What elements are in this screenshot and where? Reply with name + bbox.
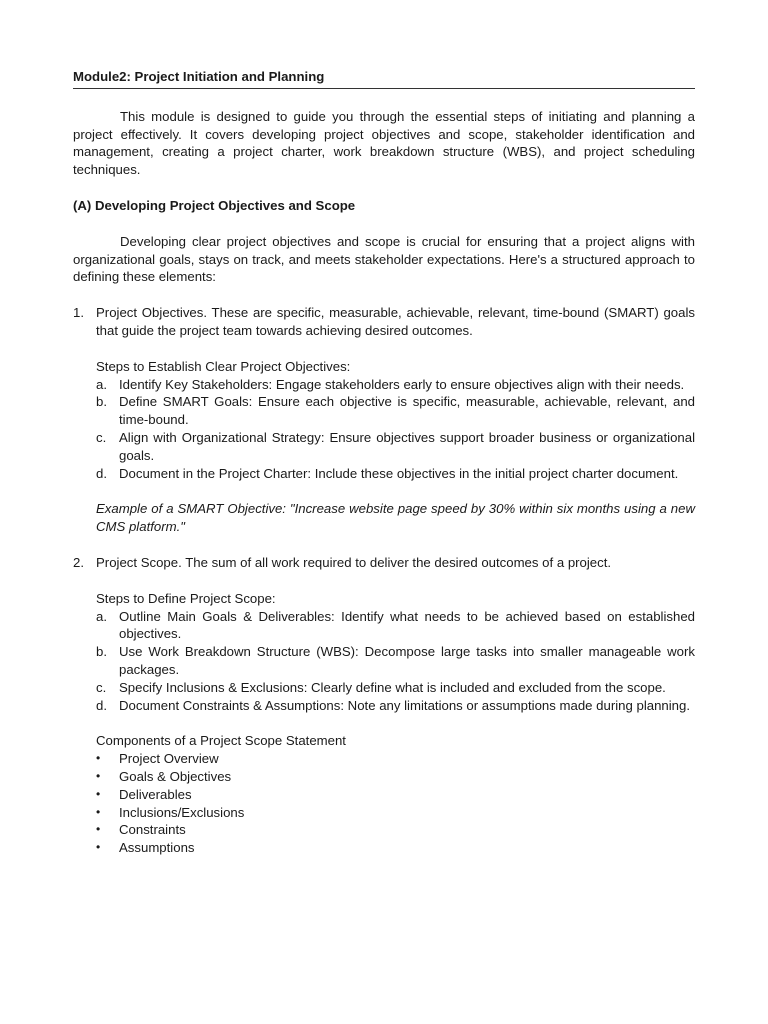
smart-objective-example: Example of a SMART Objective: "Increase website page speed by 30% within six months using a new CMS platform.": [96, 501, 695, 535]
project-objectives-text: Project Objectives. These are specific, measurable, achievable, relevant, time-bound (SMART) goals that guide the project team towards achieving desired outcomes.: [96, 305, 695, 338]
list-letter: a.: [96, 376, 107, 392]
list-letter: c.: [96, 679, 107, 695]
scope-components-title: Components of a Project Scope Statement: [96, 733, 346, 749]
bullet-icon: •: [96, 768, 101, 783]
list-item: [96, 465, 695, 483]
list-letter: d.: [96, 697, 107, 713]
bullet-icon: •: [96, 804, 101, 819]
bullet-icon: •: [96, 751, 101, 766]
project-scope-text: Project Scope. The sum of all work required to deliver the desired outcomes of a project.: [96, 554, 612, 570]
scope-components-list: [96, 750, 695, 857]
list-item: [96, 697, 695, 715]
list-number: 1.: [73, 305, 84, 321]
list-item: [96, 608, 695, 644]
list-item: [96, 804, 695, 822]
module-intro-paragraph: This module is designed to guide you through the essential steps of initiating and planning a project effectively. It covers developing project objectives and scope, stakeholder identification and management, creating a project charter, work breakdown structure (WBS), and project scheduling techniques.: [73, 108, 695, 178]
list-item-text: Align with Organizational Strategy: Ensure objectives support broader business or organizational goals.: [119, 429, 695, 463]
list-item-text: Inclusions/Exclusions: [119, 804, 245, 820]
list-item-text: Project Overview: [119, 751, 219, 767]
list-item: [96, 679, 695, 697]
list-item: [96, 786, 695, 804]
section-a-heading: (A) Developing Project Objectives and Scope: [73, 197, 356, 213]
objectives-steps-list: [96, 376, 695, 483]
bullet-icon: •: [96, 822, 101, 837]
list-item-text: Specify Inclusions & Exclusions: Clearly define what is included and excluded from the scope.: [119, 679, 666, 695]
list-letter: b.: [96, 644, 107, 660]
bullet-icon: •: [96, 786, 101, 801]
list-item: [96, 750, 695, 768]
list-item: [96, 429, 695, 465]
objectives-steps-title: Steps to Establish Clear Project Objectives:: [96, 358, 351, 374]
bullet-icon: •: [96, 840, 101, 855]
list-item-text: Define SMART Goals: Ensure each objective is specific, measurable, achievable, relevant, and time-bound.: [119, 394, 695, 428]
list-letter: a.: [96, 608, 107, 624]
list-item: [96, 393, 695, 429]
list-item-text: Assumptions: [119, 840, 195, 856]
list-letter: d.: [96, 465, 107, 481]
list-item: [96, 839, 695, 857]
list-item-text: Identify Key Stakeholders: Engage stakeholders early to ensure objectives align with their needs.: [119, 376, 685, 392]
list-item: [96, 376, 695, 394]
list-item-text: Document in the Project Charter: Include these objectives in the initial project charter document.: [119, 465, 679, 481]
section-a-intro-paragraph: Developing clear project objectives and scope is crucial for ensuring that a project aligns with organizational goals, stays on track, and meets stakeholder expectations. Here's a structured approach to defining these elements:: [73, 233, 695, 285]
list-item: [96, 821, 695, 839]
list-item-text: Goals & Objectives: [119, 768, 232, 784]
list-item-text: Constraints: [119, 822, 186, 838]
list-item: [96, 643, 695, 679]
document-body: [73, 68, 695, 857]
list-item-text: Document Constraints & Assumptions: Note any limitations or assumptions made during planning.: [119, 697, 691, 713]
numbered-item-project-objectives: [73, 304, 695, 340]
list-item-text: Outline Main Goals & Deliverables: Identify what needs to be achieved based on established objectives.: [119, 608, 695, 642]
scope-steps-title: Steps to Define Project Scope:: [96, 590, 276, 606]
list-number: 2.: [73, 554, 84, 570]
list-letter: b.: [96, 394, 107, 410]
module-title: Module2: Project Initiation and Planning: [73, 68, 695, 89]
numbered-item-project-scope: [73, 554, 695, 572]
list-item: [96, 768, 695, 786]
list-letter: c.: [96, 429, 107, 445]
list-item-text: Deliverables: [119, 786, 192, 802]
scope-steps-list: [96, 608, 695, 715]
list-item-text: Use Work Breakdown Structure (WBS): Decompose large tasks into smaller manageable work packages.: [119, 644, 695, 677]
